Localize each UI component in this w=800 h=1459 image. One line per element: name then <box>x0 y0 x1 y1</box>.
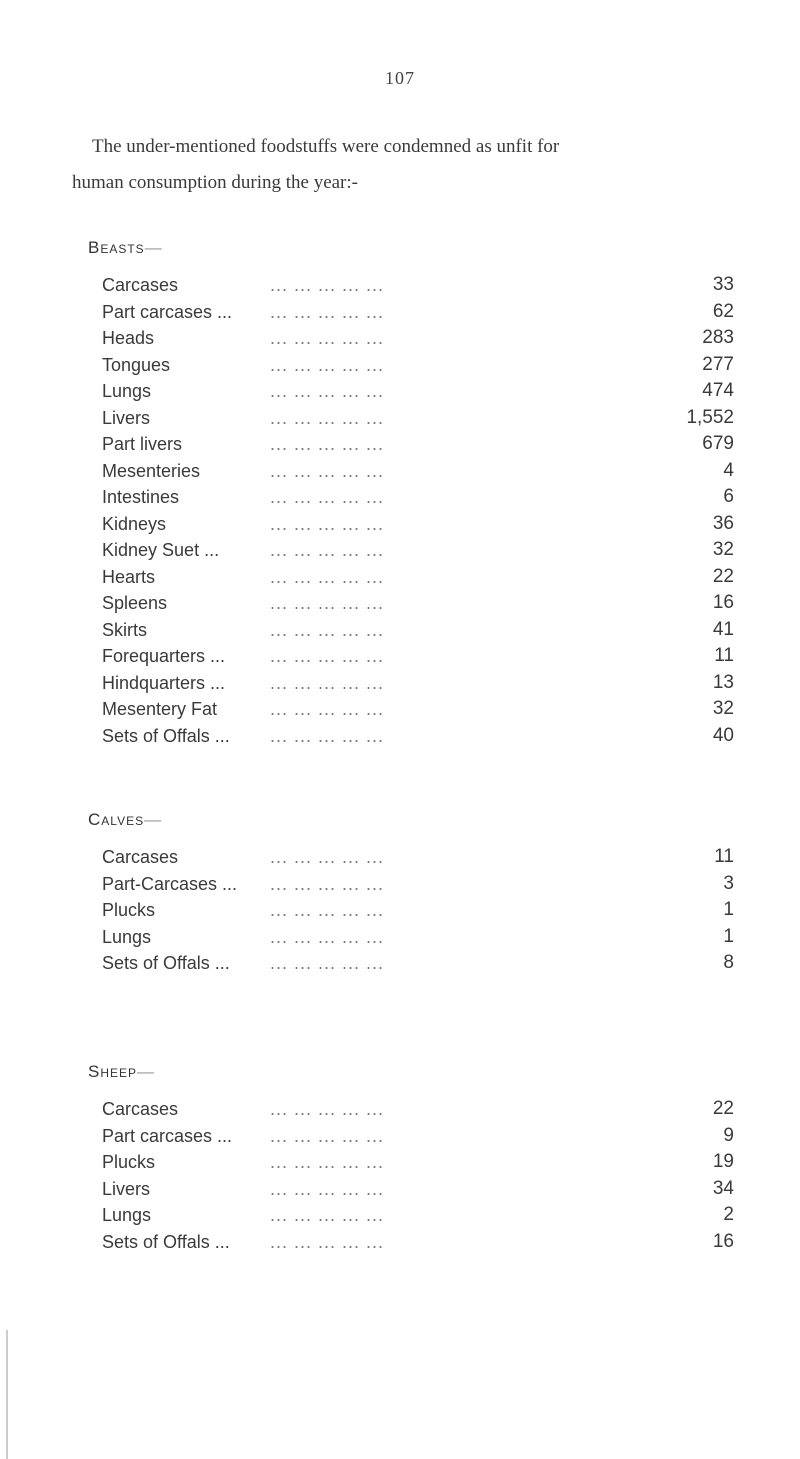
item-count: 16 <box>712 1230 734 1252</box>
item-count: 1 <box>723 899 734 920</box>
item-count: 19 <box>712 1151 734 1172</box>
item-count: 32 <box>712 539 734 560</box>
table-row <box>88 1229 748 1256</box>
table-row <box>88 352 748 379</box>
item-count: 62 <box>712 300 734 322</box>
table-row <box>88 696 748 723</box>
table-row <box>88 458 748 485</box>
intro-line-2: human consumption during the year:- <box>72 172 358 193</box>
leader-dots: ... ... ... ... ... <box>270 1178 385 1199</box>
leader-dots: ... ... ... ... ... <box>270 513 385 534</box>
item-label: Plucks <box>102 900 156 920</box>
section-heading <box>88 810 748 830</box>
item-count: 13 <box>712 671 734 693</box>
table-row <box>88 723 748 750</box>
item-label: Part-Carcases ... <box>102 873 238 894</box>
intro-paragraph <box>72 130 792 200</box>
section-rows <box>88 1096 748 1255</box>
table-row <box>88 325 748 352</box>
section-heading <box>88 1062 748 1082</box>
section-heading-text: Calves <box>88 810 145 829</box>
item-count: 1 <box>723 925 734 947</box>
item-count: 8 <box>723 952 734 973</box>
leader-dots: ... ... ... ... ... <box>270 1152 385 1172</box>
item-label: Carcases <box>102 1099 179 1119</box>
leader-dots: ... ... ... ... ... <box>270 646 385 666</box>
item-count: 3 <box>723 872 734 894</box>
leader-dots: ... ... ... ... ... <box>270 460 385 481</box>
leader-dots: ... ... ... ... ... <box>270 540 385 560</box>
section-calves <box>88 810 748 977</box>
table-row <box>88 617 748 644</box>
table-row <box>88 643 748 670</box>
table-row <box>88 511 748 538</box>
table-row <box>88 1123 748 1150</box>
leader-dots: ... ... ... ... ... <box>270 926 385 947</box>
table-row <box>88 924 748 951</box>
leader-dots: ... ... ... ... ... <box>270 566 385 587</box>
item-count: 34 <box>712 1177 734 1199</box>
item-label: Intestines <box>102 487 180 507</box>
section-rows <box>88 844 748 977</box>
leader-dots: ... ... ... ... ... <box>270 275 385 295</box>
leader-dots: ... ... ... ... ... <box>270 725 385 746</box>
table-row <box>88 871 748 898</box>
table-row <box>88 1202 748 1229</box>
item-label: Sets of Offals ... <box>102 1231 230 1252</box>
item-count: 679 <box>702 433 734 454</box>
table-row <box>88 564 748 591</box>
leader-dots: ... ... ... ... ... <box>270 328 385 348</box>
item-label: Lungs <box>102 1205 152 1225</box>
leader-dots: ... ... ... ... ... <box>270 1231 385 1252</box>
leader-dots: ... ... ... ... ... <box>270 354 385 375</box>
item-count: 40 <box>712 724 734 746</box>
table-row <box>88 299 748 326</box>
item-label: Part carcases ... <box>102 1125 233 1146</box>
item-label: Hearts <box>102 566 156 587</box>
item-count: 277 <box>702 353 734 375</box>
intro-line-1: The under-mentioned foodstuffs were condemned as unfit for <box>92 136 560 157</box>
section-rows <box>88 272 748 749</box>
item-count: 2 <box>723 1204 734 1225</box>
leader-dots: ... ... ... ... ... <box>270 1125 385 1146</box>
item-count: 11 <box>714 645 734 666</box>
section-heading-text: Sheep <box>88 1062 138 1081</box>
item-label: Kidney Suet ... <box>102 540 220 560</box>
leader-dots: ... ... ... ... ... <box>270 381 385 401</box>
table-row <box>88 1149 748 1176</box>
leader-dots: ... ... ... ... ... <box>270 619 385 640</box>
item-label: Sets of Offals ... <box>102 953 230 973</box>
heading-dash: — <box>137 1062 156 1081</box>
leader-dots: ... ... ... ... ... <box>270 593 385 613</box>
item-count: 36 <box>712 512 734 534</box>
table-row <box>88 1096 748 1123</box>
table-row <box>88 378 748 405</box>
item-count: 9 <box>723 1124 734 1146</box>
item-label: Livers <box>102 1178 151 1199</box>
leader-dots: ... ... ... ... ... <box>270 699 385 719</box>
table-row <box>88 272 748 299</box>
item-label: Sets of Offals ... <box>102 725 230 746</box>
table-row <box>88 537 748 564</box>
item-count: 16 <box>712 592 734 613</box>
table-row <box>88 431 748 458</box>
item-label: Kidneys <box>102 513 167 534</box>
table-row <box>88 950 748 977</box>
item-label: Skirts <box>102 619 147 640</box>
item-label: Part carcases ... <box>102 301 233 322</box>
item-label: Lungs <box>102 381 152 401</box>
leader-dots: ... ... ... ... ... <box>270 434 385 454</box>
table-row <box>88 670 748 697</box>
item-label: Tongues <box>102 354 171 375</box>
item-label: Lungs <box>102 926 152 947</box>
table-row <box>88 844 748 871</box>
item-label: Spleens <box>102 593 168 613</box>
item-label: Part livers <box>102 434 183 454</box>
section-heading-text: Beasts <box>88 238 145 257</box>
item-count: 6 <box>723 486 734 507</box>
item-label: Livers <box>102 407 151 428</box>
section-sheep <box>88 1062 748 1255</box>
item-label: Carcases <box>102 275 179 295</box>
section-beasts <box>88 238 748 749</box>
item-count: 33 <box>712 274 734 295</box>
item-count: 4 <box>723 459 734 481</box>
item-label: Mesentery Fat <box>102 699 218 719</box>
heading-dash: — <box>144 810 163 829</box>
item-count: 22 <box>712 565 734 587</box>
leader-dots: ... ... ... ... ... <box>270 407 385 428</box>
item-label: Mesenteries <box>102 460 201 481</box>
table-row <box>88 897 748 924</box>
table-row <box>88 405 748 432</box>
item-count: 32 <box>712 698 734 719</box>
leader-dots: ... ... ... ... ... <box>270 1099 385 1119</box>
item-count: 283 <box>702 327 734 348</box>
item-count: 11 <box>714 846 734 867</box>
item-count: 41 <box>712 618 734 640</box>
item-count: 474 <box>702 380 734 401</box>
leader-dots: ... ... ... ... ... <box>270 953 385 973</box>
leader-dots: ... ... ... ... ... <box>270 900 385 920</box>
leader-dots: ... ... ... ... ... <box>270 487 385 507</box>
section-heading <box>88 238 748 258</box>
item-count: 1,552 <box>686 406 734 428</box>
table-row <box>88 590 748 617</box>
leader-dots: ... ... ... ... ... <box>270 301 385 322</box>
page-edge-mark <box>6 1330 8 1459</box>
item-label: Plucks <box>102 1152 156 1172</box>
leader-dots: ... ... ... ... ... <box>270 873 385 894</box>
leader-dots: ... ... ... ... ... <box>270 672 385 693</box>
heading-dash: — <box>144 238 163 257</box>
item-label: Heads <box>102 328 155 348</box>
item-count: 22 <box>712 1098 734 1119</box>
page-number: 107 <box>385 68 415 88</box>
item-label: Carcases <box>102 847 179 867</box>
item-label: Hindquarters ... <box>102 672 226 693</box>
item-label: Forequarters ... <box>102 646 226 666</box>
leader-dots: ... ... ... ... ... <box>270 847 385 867</box>
table-row <box>88 1176 748 1203</box>
leader-dots: ... ... ... ... ... <box>270 1205 385 1225</box>
table-row <box>88 484 748 511</box>
